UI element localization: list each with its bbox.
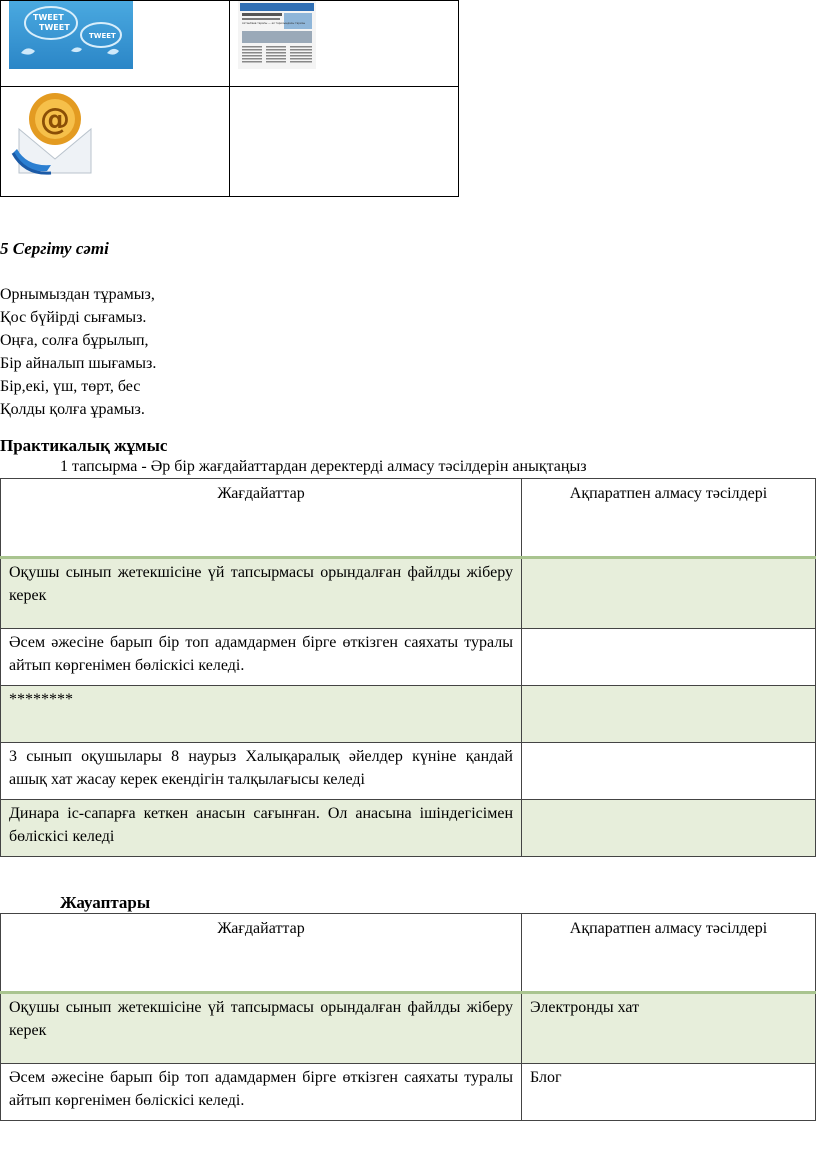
- image-cell-newspaper: [230, 1, 459, 87]
- method-cell: Электронды хат: [522, 993, 816, 1064]
- svg-text:@: @: [40, 102, 70, 137]
- table-row: [1, 629, 816, 686]
- table-row: [1, 686, 816, 743]
- answers-table: [0, 913, 816, 1121]
- poem: [0, 283, 156, 421]
- situation-cell: Оқушы сынып жетекшісіне үй тапсырмасы орындалған файлды жіберу керек: [1, 558, 522, 629]
- method-cell[interactable]: [522, 800, 816, 857]
- table-row: [1, 1064, 816, 1121]
- poem-line: Қолды қолға ұрамыз.: [0, 401, 145, 418]
- poem-line: Бір айналып шығамыз.: [0, 355, 157, 372]
- table-header-methods: Ақпаратпен алмасу тәсілдері: [522, 914, 816, 993]
- task-text: 1 тапсырма - Әр бір жағдайаттардан деректерді алмасу тәсілдерін анықтаңыз: [60, 458, 587, 475]
- situation-cell: 3 сынып оқушылары 8 наурыз Халықаралық әйелдер күніне қандай ашық хат жасау керек екендігін талқылағысы келеді: [1, 743, 522, 800]
- tweet-word-2: TWEET: [39, 23, 70, 32]
- section-title: 5 Сергіту сәті: [0, 239, 109, 258]
- table-row: [1, 993, 816, 1064]
- image-cell-twitter: [1, 1, 230, 87]
- method-cell[interactable]: [522, 558, 816, 629]
- poem-line: Орнымыздан тұрамыз,: [0, 286, 155, 303]
- method-cell[interactable]: [522, 629, 816, 686]
- method-cell: Блог: [522, 1064, 816, 1121]
- table-header-situations: Жағдайаттар: [1, 914, 522, 993]
- newspaper-headline: Ахтанбаев тарапы — ел тарихындағы тарихы: [242, 22, 306, 25]
- method-cell[interactable]: [522, 686, 816, 743]
- practice-heading: Практикалық жұмыс: [0, 436, 168, 455]
- poem-line: Оңға, солға бұрылып,: [0, 332, 149, 349]
- situation-cell: Динара іс-сапарға кеткен анасын сағынған. Ол анасына ішіндегісімен бөліскісі келеді: [1, 800, 522, 857]
- situation-cell: Әсем әжесіне барып бір топ адамдармен бірге өткізген саяхаты туралы айтып көргенімен бөліскісі келеді.: [1, 629, 522, 686]
- method-cell[interactable]: [522, 743, 816, 800]
- image-table: [0, 0, 459, 197]
- twitter-image: [9, 1, 133, 69]
- table-header-situations: Жағдайаттар: [1, 479, 522, 558]
- tweet-word-1: TWEET: [33, 13, 64, 22]
- table-row: [1, 743, 816, 800]
- email-icon: [11, 89, 95, 181]
- answers-heading: Жауаптары: [60, 893, 151, 912]
- situation-cell: Оқушы сынып жетекшісіне үй тапсырмасы орындалған файлды жіберу керек: [1, 993, 522, 1064]
- newspaper-image: [238, 1, 316, 69]
- image-cell-email: [1, 87, 230, 197]
- situation-cell: Әсем әжесіне барып бір топ адамдармен бірге өткізген саяхаты туралы айтып көргенімен бөліскісі келеді.: [1, 1064, 522, 1121]
- table-header-methods: Ақпаратпен алмасу тәсілдері: [522, 479, 816, 558]
- table-row: [1, 558, 816, 629]
- poem-line: Бір,екі, үш, төрт, бес: [0, 378, 141, 395]
- poem-line: Қос бүйірді сығамыз.: [0, 309, 147, 326]
- tweet-word-3: TWEET: [89, 32, 116, 40]
- table-row: [1, 800, 816, 857]
- situation-cell: ********: [1, 686, 522, 743]
- empty-image-cell: [230, 87, 459, 197]
- task-table: [0, 478, 816, 857]
